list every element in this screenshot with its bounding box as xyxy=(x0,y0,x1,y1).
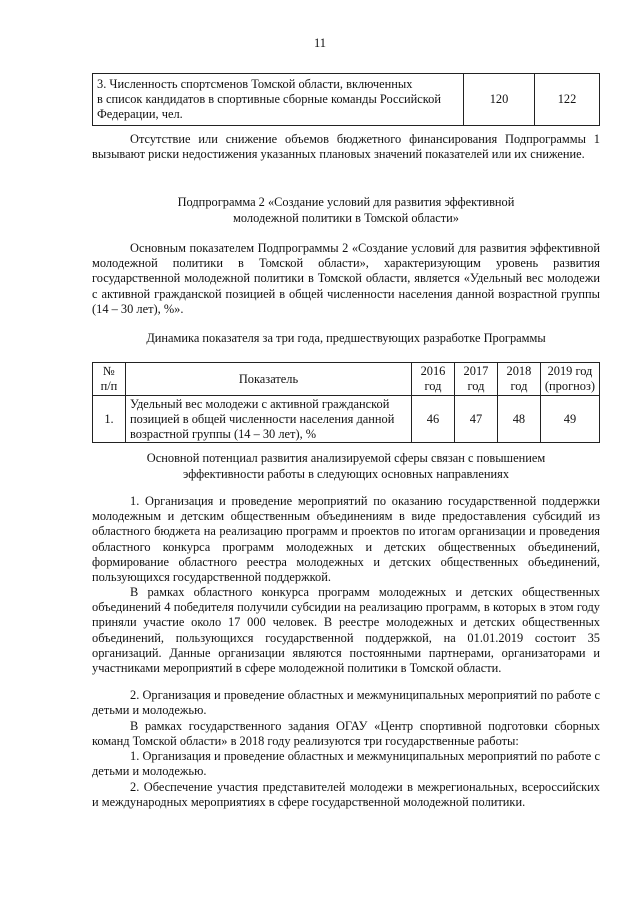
header-line: год xyxy=(424,379,442,393)
cell-line: возрастной группы (14 – 30 лет), % xyxy=(129,426,317,441)
header-line: год xyxy=(467,379,485,393)
value-2019: 49 xyxy=(540,396,599,443)
athletes-value-1: 120 xyxy=(464,74,535,126)
paragraph-state-task: В рамках государственного задания ОГАУ «Центр спортивной подготовки сборных команд Томской области» в 2018 году реализуются три государственные работы: xyxy=(92,719,600,749)
paragraph-direction-1: 1. Организация и проведение мероприятий по оказанию государственной поддержки молодежным и детским общественным объединениям в виде предоставления субсидий из областного бюджета на реализацию программ и проектов по итогам организации и проведения областного конкурса программ молодежных и детских общественных объединений, формирование областного реестра молодежных и детских общественных объединений, пользующихся государственной поддержкой. xyxy=(92,494,600,585)
row-indicator xyxy=(125,396,411,443)
potential-heading xyxy=(92,451,600,482)
header-line: 2017 xyxy=(463,364,489,378)
paragraph-work-1: 1. Организация и проведение областных и межмуниципальных мероприятий по работе с детьми и молодежью. xyxy=(92,749,600,779)
header-line: 2016 xyxy=(420,364,446,378)
header-line: 2019 год xyxy=(547,364,593,378)
cell-line: Удельный вес молодежи с активной гражданской xyxy=(129,396,390,411)
header-line: № xyxy=(103,364,115,378)
heading-line: эффективности работы в следующих основных направлениях xyxy=(182,466,510,481)
paragraph-contest: В рамках областного конкурса программ молодежных и детских общественных объединений 4 победителя получили субсидии на реализацию программ, в которых в этом году приняли участие около 17 000 человек. В реестре молодежных и детских общественных объединений, пользующихся государственной поддержкой, на 01.01.2019 состоит 35 организаций. Данные организации являются постоянными партнерами, организаторами и участниками мероприятий в сфере молодежной политики в Томской области. xyxy=(92,585,600,676)
subprogram-heading xyxy=(92,195,600,226)
table-row xyxy=(93,396,600,443)
header-indicator: Показатель xyxy=(125,363,411,396)
header-line: год xyxy=(510,379,528,393)
table-row xyxy=(93,74,600,126)
header-2017 xyxy=(454,363,497,396)
value-2016: 46 xyxy=(412,396,455,443)
cell-line: позицией в общей численности населения данной xyxy=(129,411,395,426)
paragraph-work-2: 2. Обеспечение участия представителей молодежи в межрегиональных, всероссийских и международных мероприятиях в сфере государственной молодежной политики. xyxy=(92,780,600,810)
row-num: 1. xyxy=(93,396,126,443)
header-line: 2018 xyxy=(506,364,532,378)
page-number: 11 xyxy=(313,36,327,50)
cell-line: в список кандидатов в спортивные сборные команды Российской xyxy=(97,92,441,106)
header-line: п/п xyxy=(100,379,118,393)
indicator-paragraph: Основным показателем Подпрограммы 2 «Создание условий для развития эффективной молодежной политики в Томской области», характеризующим уровень развития государственной молодежной политики в Томской области, является «Удельный вес молодежи с активной гражданской позицией в общей численности населения данной возрастной группы (14 – 30 лет), %». xyxy=(92,241,600,316)
heading-line: молодежной политики в Томской области» xyxy=(233,210,459,225)
heading-line: Основной потенциал развития анализируемой сферы связан с повышением xyxy=(146,451,546,465)
paragraph-direction-2: 2. Организация и проведение областных и межмуниципальных мероприятий по работе с детьми и молодежью. xyxy=(92,688,600,718)
dynamics-caption: Динамика показателя за три года, предшествующих разработке Программы xyxy=(146,331,546,345)
table-header-row xyxy=(93,363,600,396)
cell-line: 3. Численность спортсменов Томской области, включенных xyxy=(97,77,413,91)
athletes-indicator-cell xyxy=(93,74,464,126)
dynamics-table xyxy=(92,362,600,443)
risk-paragraph: Отсутствие или снижение объемов бюджетного финансирования Подпрограммы 1 вызывают риски недостижения указанных плановых значений показателей или их снижение. xyxy=(92,132,600,162)
value-2018: 48 xyxy=(497,396,540,443)
athletes-value-2: 122 xyxy=(535,74,600,126)
header-2018 xyxy=(497,363,540,396)
cell-line: Федерации, чел. xyxy=(97,107,183,121)
value-2017: 47 xyxy=(454,396,497,443)
header-2019 xyxy=(540,363,599,396)
header-num xyxy=(93,363,126,396)
heading-line: Подпрограмма 2 «Создание условий для развития эффективной xyxy=(177,195,515,209)
header-line: (прогноз) xyxy=(544,379,595,393)
header-2016 xyxy=(412,363,455,396)
athletes-table xyxy=(92,73,600,126)
